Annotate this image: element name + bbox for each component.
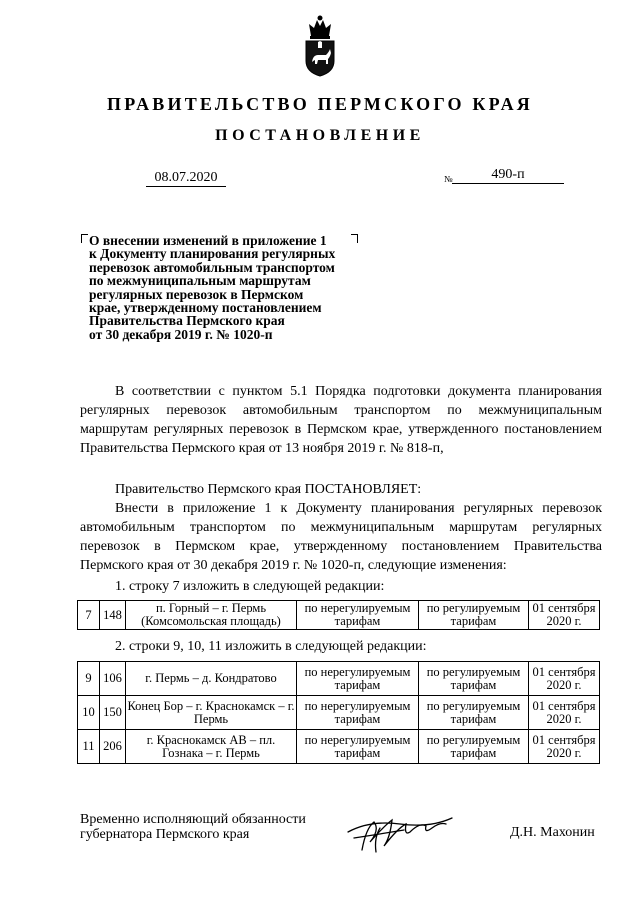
tariff-type-new: по регулируемым тарифам (419, 730, 529, 764)
row-number: 10 (78, 696, 100, 730)
document-number: 490-п (452, 167, 564, 184)
subject-line: Правительства Пермского края (89, 313, 285, 329)
route-number: 150 (100, 696, 126, 730)
table-row (78, 662, 600, 696)
tariff-type: по нерегулируемым тарифам (297, 662, 419, 696)
tariff-type-new: по регулируемым тарифам (419, 696, 529, 730)
route-number: 148 (100, 601, 126, 630)
subject-line: перевозок автомобильным транспортом (89, 259, 335, 275)
item-2: 2. строки 9, 10, 11 изложить в следующей редакции: (115, 639, 427, 654)
position-line: Временно исполняющий обязанности (80, 812, 306, 827)
subject-line: О внесении изменений в приложение 1 (89, 233, 327, 248)
table-row (78, 730, 600, 764)
row-number: 11 (78, 730, 100, 764)
signatory-position (80, 812, 306, 842)
effective-date: 01 сентября 2020 г. (529, 730, 600, 764)
item-1: 1. строку 7 изложить в следующей редакции: (115, 579, 385, 594)
document-date: 08.07.2020 (146, 170, 226, 187)
route-number: 106 (100, 662, 126, 696)
paragraph-resolves: Правительство Пермского края ПОСТАНОВЛЯЕТ: (115, 482, 422, 497)
tariff-type: по нерегулируемым тарифам (297, 601, 419, 630)
document-subject (89, 234, 379, 341)
paragraph-basis: В соответствии с пунктом 5.1 Порядка подготовки документа планирования регулярных перевозок автомобильным транспортом по межмуниципальным маршрутам регулярных перевозок в Пермском крае, утвержденного постановлением Правительства Пермского края от 13 ноября 2019 г. № 818-п, (80, 384, 602, 456)
subject-line: от 30 декабря 2019 г. № 1020-п (89, 326, 273, 342)
subject-line: к Документу планирования регулярных (89, 246, 336, 262)
effective-date: 01 сентября 2020 г. (529, 696, 600, 730)
coat-of-arms-icon (300, 14, 340, 78)
tariff-type-new: по регулируемым тарифам (419, 601, 529, 630)
government-title: ПРАВИТЕЛЬСТВО ПЕРМСКОГО КРАЯ (107, 94, 533, 114)
row-number: 9 (78, 662, 100, 696)
effective-date: 01 сентября 2020 г. (529, 662, 600, 696)
tariff-type: по нерегулируемым тарифам (297, 696, 419, 730)
signatory-name: Д.Н. Махонин (510, 825, 595, 840)
route-name: п. Горный – г. Пермь (Комсомольская площадь) (126, 601, 297, 630)
table-row (78, 696, 600, 730)
route-number: 206 (100, 730, 126, 764)
number-label: № (444, 174, 453, 184)
position-line: губернатора Пермского края (80, 827, 250, 842)
subject-line: по межмуниципальным маршрутам (89, 273, 311, 289)
paragraph-changes: Внести в приложение 1 к Документу планирования регулярных перевозок автомобильным транспортом по межмуниципальным маршрутам регулярных перевозок в Пермском крае, утвержденному постановлением Правительства Пермского края от 30 декабря 2019 г. № 1020-п, следующие изменения: (80, 501, 602, 573)
tariff-type: по нерегулируемым тарифам (297, 730, 419, 764)
table-row (78, 601, 600, 630)
subject-line: крае, утвержденному постановлением (89, 300, 322, 316)
handwritten-signature (340, 808, 460, 858)
subject-corner-left (81, 234, 88, 243)
route-name: Конец Бор – г. Краснокамск – г. Пермь (126, 696, 297, 730)
subject-line: регулярных перевозок в Пермском (89, 286, 304, 302)
effective-date: 01 сентября 2020 г. (529, 601, 600, 630)
tariff-type-new: по регулируемым тарифам (419, 662, 529, 696)
document-type: ПОСТАНОВЛЕНИЕ (215, 127, 425, 144)
route-name: г. Краснокамск АВ – пл. Гознака – г. Пермь (126, 730, 297, 764)
routes-table-row7 (77, 600, 600, 630)
row-number: 7 (78, 601, 100, 630)
route-name: г. Пермь – д. Кондратово (126, 662, 297, 696)
routes-table-rows9-11 (77, 661, 600, 764)
